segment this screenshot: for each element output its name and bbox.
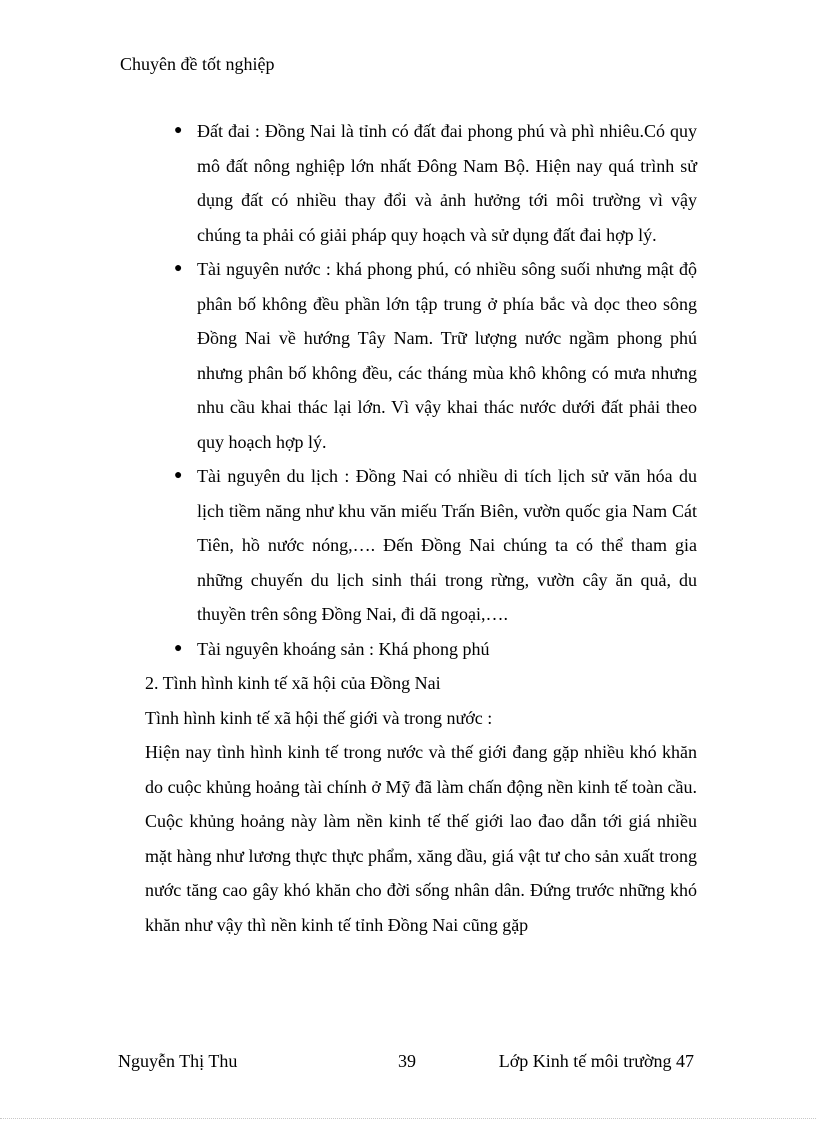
section-subheading: Tình hình kinh tế xã hội thế giới và trong nước : (145, 707, 493, 728)
bullet-text: Tài nguyên khoáng sản : Khá phong phú (197, 638, 490, 659)
section-paragraph: Hiện nay tình hình kinh tế trong nước và thế giới đang gặp nhiều khó khăn do cuộc khủng hoảng tài chính ở Mỹ đã làm chấn động nền kinh tế toàn cầu. Cuộc khủng hoảng này làm nền kinh tế thế giới lao đao dẫn tới giá nhiều mặt hàng như lương thực thực phẩm, xăng dầu, giá vật tư cho sản xuất trong nước tăng cao gây khó khăn cho đời sống nhân dân. Đứng trước những khó khăn như vậy thì nền kinh tế tỉnh Đồng Nai cũng gặp (145, 742, 697, 935)
section-heading: 2. Tình hình kinh tế xã hội của Đồng Nai (145, 673, 441, 693)
bullet-item-minerals (145, 632, 697, 667)
footer-class-name: Lớp Kinh tế môi trường 47 (498, 1051, 694, 1071)
bullet-item-land (145, 114, 697, 252)
bullet-text: Tài nguyên du lịch : Đồng Nai có nhiều di tích lịch sử văn hóa du lịch tiềm năng như khu văn miếu Trấn Biên, vườn quốc gia Nam Cát Tiên, hồ nước nóng,…. Đến Đồng Nai chúng ta có thể tham gia những chuyến du lịch sinh thái trong rừng, vườn cây ăn quả, du thuyền trên sông Đồng Nai, đi dã ngoại,…. (197, 466, 697, 624)
bullet-dot-icon: ● (174, 261, 183, 276)
bullet-dot-icon: ● (174, 468, 183, 483)
bullet-text: Đất đai : Đồng Nai là tỉnh có đất đai phong phú và phì nhiêu.Có quy mô đất nông nghiệp lớn nhất Đông Nam Bộ. Hiện nay quá trình sử dụng đất có nhiều thay đổi và ảnh hưởng tới môi trường vì vậy chúng ta phải có giải pháp quy hoạch và sử dụng đất đai hợp lý. (197, 121, 697, 245)
resource-bullet-list (145, 114, 697, 666)
bullet-item-tourism (145, 459, 697, 632)
bullet-dot-icon: ● (174, 640, 183, 656)
footer-author: Nguyễn Thị Thu (118, 1051, 238, 1071)
footer-page-number: 39 (398, 1051, 416, 1071)
page-bottom-edge (0, 1118, 816, 1119)
header-title: Chuyên đề tốt nghiệp (120, 54, 275, 74)
page-header (120, 52, 274, 76)
bullet-text: Tài nguyên nước : khá phong phú, có nhiều sông suối nhưng mật độ phân bố không đều phần lớn tập trung ở phía bắc và dọc theo sông Đồng Nai về hướng Tây Nam. Trữ lượng nước ngầm phong phú nhưng phân bố không đều, các tháng mùa khô không có mưa nhưng nhu cầu khai thác lại lớn. Vì vậy khai thác nước dưới đất phải theo quy hoạch hợp lý. (197, 259, 697, 452)
page-footer (0, 1049, 816, 1075)
page-body (145, 114, 697, 942)
bullet-dot-icon: ● (174, 123, 183, 138)
bullet-item-water (145, 252, 697, 459)
